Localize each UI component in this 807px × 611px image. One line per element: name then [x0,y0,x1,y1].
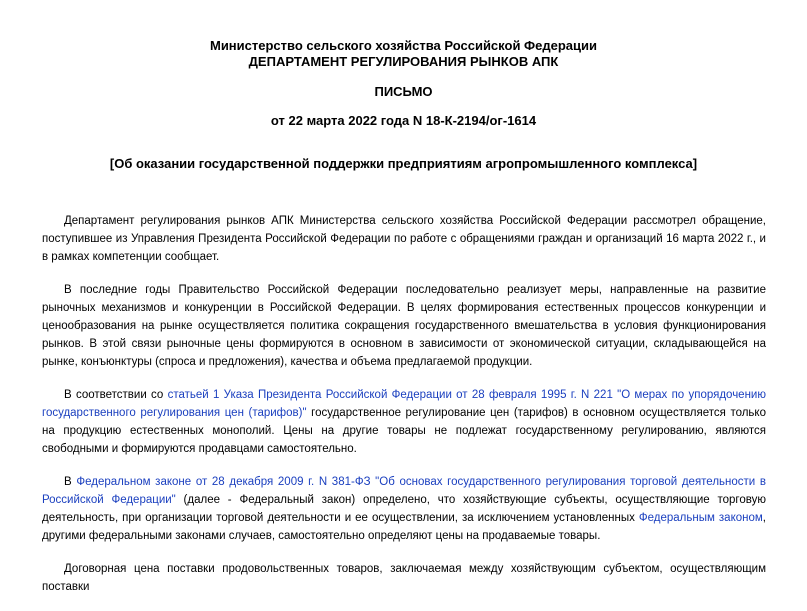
federal-law-link[interactable]: Федеральным законом [638,512,763,524]
paragraph-4-suffix: , другими федеральными законами случаев, самостоятельно определяют цены на продаваемые товары. [42,512,766,542]
paragraph-5: Договорная цена поставки продовольственных товаров, заключаемая между хозяйствующим субъектом, осуществляющим поставки [42,563,766,593]
paragraph-3-prefix: В соответствии со [64,389,168,401]
decree-article-1-link[interactable]: статьей 1 Указа Президента Российской Федерации от 28 февраля 1995 г. N 221 "О мерах по упорядочению государственного регулирования цен (тарифов)" [42,389,766,419]
document-subject: [Об оказании государственной поддержки предприятиям агропромышленного комплекса] [109,156,698,171]
paragraph-3-suffix: государственное регулирование цен (тарифов) в основном осуществляется только на продукцию естественных монополий. Цены на другие товары не подлежат государственному регулированию, являются свободными и формируются продавцами самостоятельно. [42,407,766,455]
paragraph-4 [42,473,766,545]
federal-law-381-link[interactable]: Федеральном законе от 28 декабря 2009 г. N 381-ФЗ "Об основах государственного регулирования торговой деятельности в Российской Федерации" [42,476,766,506]
ministry-name: Министерство сельского хозяйства Российской Федерации [209,38,597,53]
document-type: ПИСЬМО [374,84,433,99]
paragraph-2: В последние годы Правительство Российской Федерации последовательно реализует меры, направленные на развитие рыночных механизмов и конкуренции в Российской Федерации. В целях формирования естественных процессов конкуренции и ценообразования на рынке осуществляется политика сокращения государственного вмешательства в условия функционирования рынков. В этой связи рыночные цены формируются в основном в зависимости от экономической ситуации, складывающейся на рынке, конъюнктуры (спроса и предложения), качества и объема предлагаемой продукции. [42,284,766,368]
paragraph-4-middle: (далее - Федеральный закон) определено, что хозяйствующие субъекты, осуществляющие торговую деятельность, при организации торговой деятельности и ее осуществлении, за исключением установленных [42,494,766,524]
paragraph-4-prefix: В [64,476,77,488]
document-date-number: от 22 марта 2022 года N 18-К-2194/ог-1614 [270,113,537,128]
document-body [42,212,766,611]
paragraph-1: Департамент регулирования рынков АПК Министерства сельского хозяйства Российской Федерации рассмотрел обращение, поступившее из Управления Президента Российской Федерации по работе с обращениями граждан и организаций 16 марта 2022 г., и в рамках компетенции сообщает. [42,215,766,263]
paragraph-3 [42,386,766,458]
department-name: ДЕПАРТАМЕНТ РЕГУЛИРОВАНИЯ РЫНКОВ АПК [248,54,559,69]
